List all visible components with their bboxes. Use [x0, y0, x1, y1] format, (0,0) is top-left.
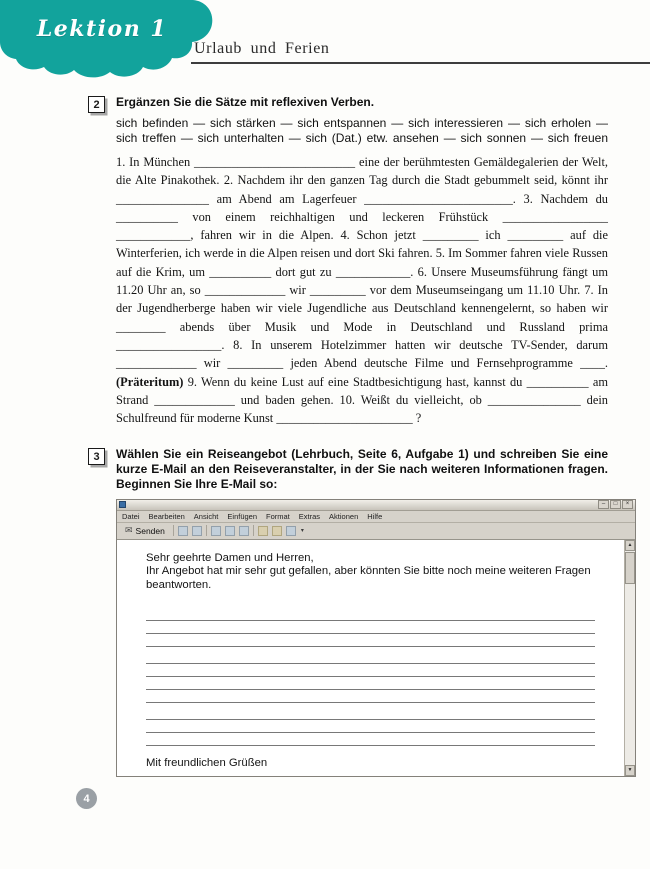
scroll-up-icon[interactable]: ▲: [625, 540, 635, 551]
answer-lines: [146, 608, 595, 746]
answer-line: [146, 651, 595, 664]
attach-icon[interactable]: [258, 526, 268, 536]
sentences-part-2: 9. Wenn du keine Lust auf eine Stadtbesichtigung hast, kannst du __________ am Strand _____________ und baden gehen. 10. Weißt du vielleicht, ob _______________ dein Schulfreund für moderne Kunst ______________________ ?: [116, 374, 608, 426]
answer-line: [146, 707, 595, 720]
menu-aktionen[interactable]: Aktionen: [329, 511, 359, 521]
exercise-3: [88, 447, 633, 777]
message-intro: Ihr Angebot hat mir sehr gut gefallen, aber könnten Sie bitte noch meine weiteren Fragen beantworten.: [146, 565, 591, 591]
exercise-2-instruction: Ergänzen Sie die Sätze mit reflexiven Verben.: [116, 95, 375, 109]
answer-line: [146, 634, 595, 647]
answer-line: [146, 664, 595, 677]
toolbar-separator: [253, 525, 254, 536]
answer-line: [146, 677, 595, 690]
print-icon[interactable]: [192, 526, 202, 536]
importance-icon[interactable]: [286, 526, 296, 536]
page-number-badge: 4: [76, 788, 97, 809]
menu-datei[interactable]: Datei: [122, 511, 140, 521]
toolbar-options-caret-icon[interactable]: ▾: [300, 528, 304, 535]
answer-line: [146, 733, 595, 746]
lesson-label: Lektion 1: [36, 16, 168, 42]
exercise-3-number: 3: [88, 448, 105, 465]
email-compose-window: [116, 499, 636, 777]
exercise-3-instruction: Wählen Sie ein Reiseangebot (Lehrbuch, Seite 6, Aufgabe 1) und schreiben Sie eine kurze E-Mail an den Reiseveranstalter, in der Sie nach weiteren Informationen fragen. Beginnen Sie Ihre E-Mail so:: [116, 447, 608, 492]
window-controls: [598, 500, 633, 509]
scrollbar[interactable]: [624, 540, 635, 776]
flag-icon[interactable]: [272, 526, 282, 536]
praeteritum-note: (Präteritum): [116, 374, 184, 389]
menu-format[interactable]: Format: [266, 511, 290, 521]
send-button-label: Senden: [135, 525, 165, 536]
send-icon: ✉: [125, 525, 133, 536]
exercise-3-body: [116, 447, 633, 777]
answer-line: [146, 621, 595, 634]
answer-line: [146, 690, 595, 703]
header-rule: [191, 62, 650, 64]
toolbar: [117, 523, 635, 540]
toolbar-separator: [173, 525, 174, 536]
salutation: Sehr geehrte Damen und Herren,: [146, 551, 314, 564]
exercise-2: [88, 95, 608, 427]
close-button[interactable]: ×: [622, 500, 633, 509]
exercise-2-word-bank: sich befinden — sich stärken — sich entspannen — sich interessieren — sich erholen — sich treffen — sich unterhalten — sich (Dat.) etw. ansehen — sich sonnen — sich freuen: [116, 115, 608, 146]
window-title-bar[interactable]: [117, 500, 635, 511]
message-area[interactable]: [117, 540, 635, 776]
menu-bar: [117, 511, 635, 523]
paste-icon[interactable]: [239, 526, 249, 536]
send-button[interactable]: [121, 525, 169, 537]
copy-icon[interactable]: [225, 526, 235, 536]
exercise-2-sentences: [116, 153, 608, 427]
scrollbar-thumb[interactable]: [625, 552, 635, 584]
scroll-down-icon[interactable]: ▼: [625, 765, 635, 776]
menu-extras[interactable]: Extras: [298, 511, 321, 521]
toolbar-separator: [206, 525, 207, 536]
menu-hilfe[interactable]: Hilfe: [367, 511, 383, 521]
sentences-part-1: 1. In München __________________________ eine der berühmtesten Gemäldegalerien der Welt, die Alte Pinakothek. 2. Nachdem ihr den ganzen Tag durch die Stadt gebummelt seid, könnt ihr _______________ am Abend am Lagerfeuer ________________________. 3. Nachdem du __________ von einem reichhaltigen und leckeren Frühstück _________________ ____________, fahren wir in die Alpen. 4. Schon jetzt _________ ich _________ auf die Winterferien, ich werde in die Alpen reisen und dort Ski fahren. 5. Im Sommer fahren viele Russen auf die Krim, um __________ dort gut zu ____________. 6. Unsere Museumsführung fängt um 11.20 Uhr an, so _____________ wir _________ vor dem Museumseingang um 11.10 Uhr. 7. In der Jugendherberge haben wir viele Jugendliche aus Deutschland kennengelernt, so haben wir ________ abends über Musik und Mode in Deutschland und Russland prima _________________. 8. In unserem Hotelzimmer hatten wir deutsche TV-Sender, darum _____________ wir _________ jeden Abend deutsche Filme und Fernsehprogramme ____.: [116, 154, 608, 371]
message-content: [117, 540, 635, 776]
message-closing: Mit freundlichen Grüßen: [146, 757, 268, 770]
maximize-button[interactable]: □: [610, 500, 621, 509]
window-icon: [119, 501, 126, 508]
exercise-2-number: 2: [88, 96, 105, 113]
menu-bearbeiten[interactable]: Bearbeiten: [148, 511, 185, 521]
page-header: [0, 0, 650, 82]
answer-line: [146, 608, 595, 621]
exercise-2-body: [116, 95, 608, 427]
save-icon[interactable]: [178, 526, 188, 536]
minimize-button[interactable]: –: [598, 500, 609, 509]
answer-line: [146, 720, 595, 733]
cut-icon[interactable]: [211, 526, 221, 536]
menu-einfuegen[interactable]: Einfügen: [227, 511, 258, 521]
chapter-title: Urlaub und Ferien: [194, 40, 330, 57]
menu-ansicht[interactable]: Ansicht: [193, 511, 219, 521]
